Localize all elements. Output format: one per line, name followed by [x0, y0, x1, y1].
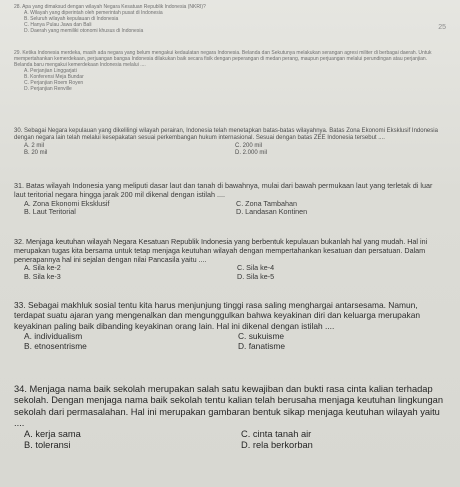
option-c: C. Hanya Pulau Jawa dan Bali — [24, 22, 92, 29]
question-stem: 33. Sebagai makhluk sosial tentu kita harus menjunjung tinggi rasa saling menghargai antarsesama. Namun, terdapat suatu ajaran yang mengenalkan dan mengunggulkan bahwa keyakinan diri dan keluarga merupakan keyakinan paling baik dibanding keyakinan orang lain. Hal ini dikenal dengan istilah .... — [14, 300, 421, 331]
option-c: C. 200 mil — [235, 142, 263, 149]
option-d: D. rela berkorban — [241, 440, 313, 451]
options-list — [14, 143, 438, 157]
option-d: D. 2.000 mil — [235, 149, 268, 156]
option-a: A. Zona Ekonomi Eksklusif — [24, 198, 110, 208]
option-a: A. Wilayah yang diperintah oleh pemerintah pusat di Indonesia — [24, 10, 163, 17]
option-c: C. sukuisme — [238, 330, 285, 341]
options-list — [14, 10, 414, 34]
question-30 — [14, 128, 438, 157]
option-b: B. etnosentrisme — [24, 340, 87, 351]
options-list — [14, 264, 442, 281]
question-32 — [14, 238, 442, 282]
options-list — [14, 68, 434, 92]
option-d: D. Landasan Kontinen — [236, 207, 308, 217]
option-b: B. 20 mil — [24, 149, 48, 156]
question-28 — [14, 4, 414, 34]
question-stem: 30. Sebagai Negara kepulauan yang dikelilingi wilayah perairan, Indonesia telah menetapkan batas-batas wilayahnya. Batas Zona Ekonomi Eksklusif Indonesia dengan negara lain telah melalui kesepakatan sesuai perkembangan hukum internasional. Sesuai dengan batas ZEE Indonesia tersebut .... — [14, 128, 438, 142]
options-list — [14, 429, 450, 451]
option-a: A. individualism — [24, 330, 83, 341]
option-b: B. toleransi — [24, 440, 71, 451]
options-list — [14, 200, 440, 217]
option-c: C. Sila ke-4 — [237, 263, 275, 273]
option-d: D. Sila ke-5 — [237, 271, 275, 281]
page-number: 25 — [438, 24, 446, 31]
question-stem: 34. Menjaga nama baik sekolah merupakan salah satu kewajiban dan bukti rasa cinta kalian terhadap sekolah. Dengan menjaga nama baik sekolah tentu kalian telah berusaha menjaga keutuhan lingkungan sekolah dari permasalahan. Hal ini merupakan gambaran bentuk sikap menjaga keutuhan wilayah yaitu .... — [14, 384, 443, 428]
option-c: C. Perjanjian Roem Royen — [24, 80, 84, 87]
option-c: C. Zona Tambahan — [236, 198, 297, 208]
option-b: B. Konferensi Meja Bundar — [24, 74, 84, 81]
question-stem: 29. Ketika Indonesia merdeka, masih ada negara yang belum mengakui kedaulatan negara Indonesia. Belanda dan Sekutunya melakukan serangan agresi militer di berbagai daerah. Untuk mempertahankan kemerdekaan, perjuangan bangsa Indonesia dilakukan baik secara fisik dengan peperangan di medan perang, maupun perjuangan melalui perundingan atau perjanjian. Belanda baru mengakui kemerdekaan Indonesia melalui .... — [14, 50, 432, 69]
question-stem: 31. Batas wilayah Indonesia yang meliputi dasar laut dan tanah di bawahnya, mulai dari bawah permukaan laut yang terletak di luar laut teritorial negara hingga jarak 200 mil dikenal dengan istilah .... — [14, 181, 433, 199]
question-29 — [14, 50, 434, 92]
option-a: A. Sila ke-2 — [24, 263, 61, 273]
option-a: A. 2 mil — [24, 142, 45, 149]
question-stem: 28. Apa yang dimaksud dengan wilayah Negara Kesatuan Republik Indonesia (NKRI)? — [14, 4, 206, 10]
option-b: B. Laut Teritorial — [24, 207, 76, 217]
question-31 — [14, 182, 440, 217]
question-stem: 32. Menjaga keutuhan wilayah Negara Kesatuan Republik Indonesia yang berbentuk kepulauan bukanlah hal yang mudah. Hal ini merupakan tugas kita bersama untuk tetap menjaga keutuhan wilayah dengan mempertahankan kesatuan dan persatuan. Dalam penerapannya hal ini sejalan dengan nilai Pancasila yaitu .... — [14, 237, 428, 264]
option-d: D. fanatisme — [238, 340, 286, 351]
question-33 — [14, 300, 444, 351]
option-a: A. Perjanjian Linggarjati — [24, 68, 77, 75]
option-b: B. Sila ke-3 — [24, 271, 61, 281]
option-a: A. kerja sama — [24, 429, 81, 440]
option-c: C. cinta tanah air — [241, 429, 312, 440]
option-b: B. Seluruh wilayah kepulauan di Indonesia — [24, 16, 119, 23]
option-d: D. Daerah yang memiliki otonomi khusus di Indonesia — [24, 28, 144, 35]
question-34 — [14, 384, 450, 452]
option-d: D. Perjanjian Renville — [24, 86, 72, 93]
options-list — [14, 331, 444, 351]
